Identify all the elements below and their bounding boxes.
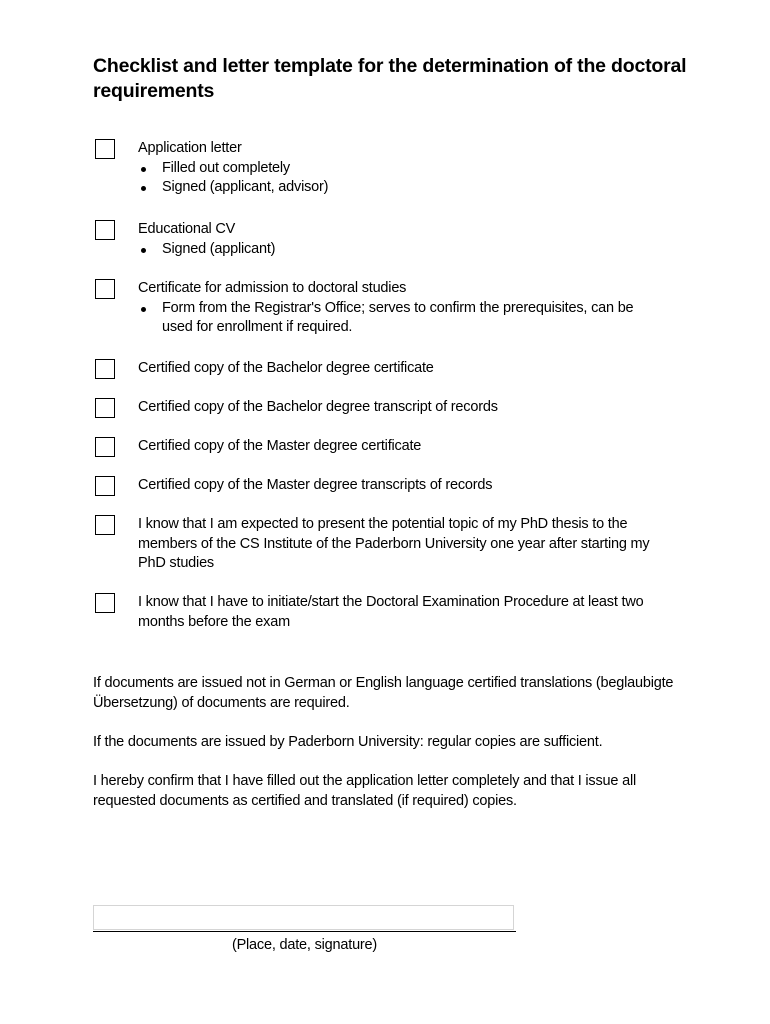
bullet-list (138, 299, 683, 338)
confirmation-statement: I hereby confirm that I have filled out the application letter completely and that I issue all requested documents as certified and translated (if required) copies. (93, 773, 636, 809)
bullet-list (138, 159, 683, 198)
translation-note: If documents are issued not in German or English language certified translations (beglaubigte Übersetzung) of documents are required. (93, 675, 674, 711)
bullet-item: Filled out completely (138, 159, 683, 179)
item-label: I know that I am expected to present the potential topic of my PhD thesis to the members of the CS Institute of the Paderborn University one year after starting my PhD studies (138, 516, 650, 572)
signature-line (93, 931, 516, 932)
checkbox-thesis-topic[interactable] (95, 515, 115, 535)
checkbox-bachelor-certificate[interactable] (95, 359, 115, 379)
item-label: I know that I have to initiate/start the Doctoral Examination Procedure at least two months before the exam (138, 594, 644, 630)
signature-field[interactable] (93, 905, 514, 930)
paderborn-copies-note: If the documents are issued by Paderborn University: regular copies are sufficient. (93, 734, 603, 750)
document-title: Checklist and letter template for the determination of the doctoral requirements (93, 55, 687, 102)
item-label: Certificate for admission to doctoral studies (138, 280, 407, 296)
checkbox-examination-procedure[interactable] (95, 593, 115, 613)
item-label: Educational CV (138, 221, 236, 237)
bullet-item: Signed (applicant, advisor) (138, 178, 683, 198)
bullet-list (138, 240, 683, 260)
item-label: Certified copy of the Bachelor degree transcript of records (138, 399, 498, 415)
checkbox-educational-cv[interactable] (95, 220, 115, 240)
checkbox-application-letter[interactable] (95, 139, 115, 159)
bullet-item: Signed (applicant) (138, 240, 683, 260)
item-label: Certified copy of the Bachelor degree certificate (138, 360, 434, 376)
checkbox-master-transcripts[interactable] (95, 476, 115, 496)
item-label: Certified copy of the Master degree certificate (138, 438, 422, 454)
bullet-item: Form from the Registrar's Office; serves to confirm the prerequisites, can be used for enrollment if required. (138, 299, 642, 338)
signature-label: (Place, date, signature) (231, 937, 378, 953)
checkbox-master-certificate[interactable] (95, 437, 115, 457)
checkbox-bachelor-transcript[interactable] (95, 398, 115, 418)
checkbox-admission-certificate[interactable] (95, 279, 115, 299)
item-label: Application letter (138, 140, 242, 156)
item-label: Certified copy of the Master degree transcripts of records (138, 477, 493, 493)
